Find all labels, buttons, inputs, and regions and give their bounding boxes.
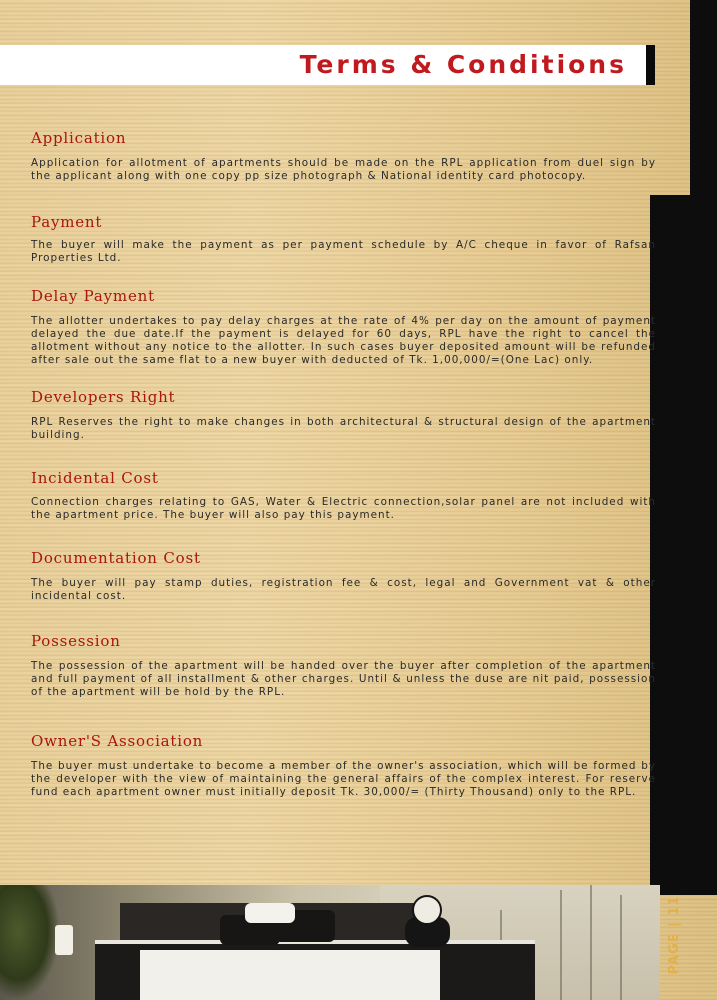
bamboo-stalk — [620, 895, 622, 1000]
section-heading: Developers Right — [31, 388, 176, 406]
lamp — [55, 925, 73, 955]
title-marker — [646, 45, 655, 85]
section-body: RPL Reserves the right to make changes in both architectural & structural design of the apartment building. — [31, 416, 656, 441]
page-number-label — [667, 895, 687, 975]
bamboo-stalk — [560, 890, 562, 1000]
page-title: Terms & Conditions — [299, 50, 627, 79]
right-black-edge — [650, 195, 717, 895]
section-heading: Possession — [31, 632, 121, 650]
section-heading: Payment — [31, 213, 103, 231]
bed-sheet — [140, 950, 440, 1000]
section-body: The buyer will pay stamp duties, registration fee & cost, legal and Government vat & other incidental cost. — [31, 577, 656, 602]
section-body: The possession of the apartment will be handed over the buyer after completion of the apartment and full payment of all installment & other charges. Until & unless the duse are nit paid, possession of the apartment will be hold by the RPL. — [31, 660, 656, 698]
plant-decoration — [0, 885, 60, 1000]
page-number-value: 11 — [667, 895, 682, 916]
section-body: The allotter undertakes to pay delay charges at the rate of 4% per day on the amount of payment delayed the due date.If the payment is delayed for 60 days, RPL have the right to cancel the allotment without any notice to the allotter. In such cases buyer deposited amount will be refunded after sale out the same flat to a new buyer with deducted of Tk. 1,00,000/=(One Lac) only. — [31, 315, 656, 366]
section-owners-association — [31, 731, 656, 799]
section-heading: Application — [31, 129, 127, 147]
page-separator: | — [667, 915, 682, 927]
pillow — [245, 903, 295, 923]
section-heading: Owner'S Association — [31, 732, 204, 750]
section-developers-right — [31, 387, 656, 442]
section-body: The buyer will make the payment as per payment schedule by A/C cheque in favor of Rafsan Properties Ltd. — [31, 239, 656, 264]
section-heading: Delay Payment — [31, 287, 155, 305]
section-body: Application for allotment of apartments should be made on the RPL application from duel sign by the applicant along with one copy pp size photograph & National identity card photocopy. — [31, 157, 656, 182]
section-heading: Documentation Cost — [31, 549, 201, 567]
panda-head — [412, 895, 442, 925]
page-number — [664, 895, 690, 975]
section-body: Connection charges relating to GAS, Water & Electric connection,solar panel are not included with the apartment price. The buyer will also pay this payment. — [31, 496, 656, 521]
section-heading: Incidental Cost — [31, 469, 159, 487]
page-label: PAGE — [667, 932, 682, 975]
section-documentation-cost — [31, 548, 656, 603]
section-possession — [31, 631, 656, 699]
section-delay-payment — [31, 286, 656, 367]
bedroom-photo — [0, 885, 660, 1000]
section-incidental-cost — [31, 468, 656, 522]
right-black-edge-top — [690, 0, 717, 210]
section-payment — [31, 212, 656, 265]
bamboo-stalk — [590, 885, 592, 1000]
section-application — [31, 128, 656, 183]
section-body: The buyer must undertake to become a member of the owner's association, which will be formed by the developer with the view of maintaining the general affairs of the complex interest. For reserve fund each apartment owner must initially deposit Tk. 30,000/= (Thirty Thousand) only to the RPL. — [31, 760, 656, 798]
